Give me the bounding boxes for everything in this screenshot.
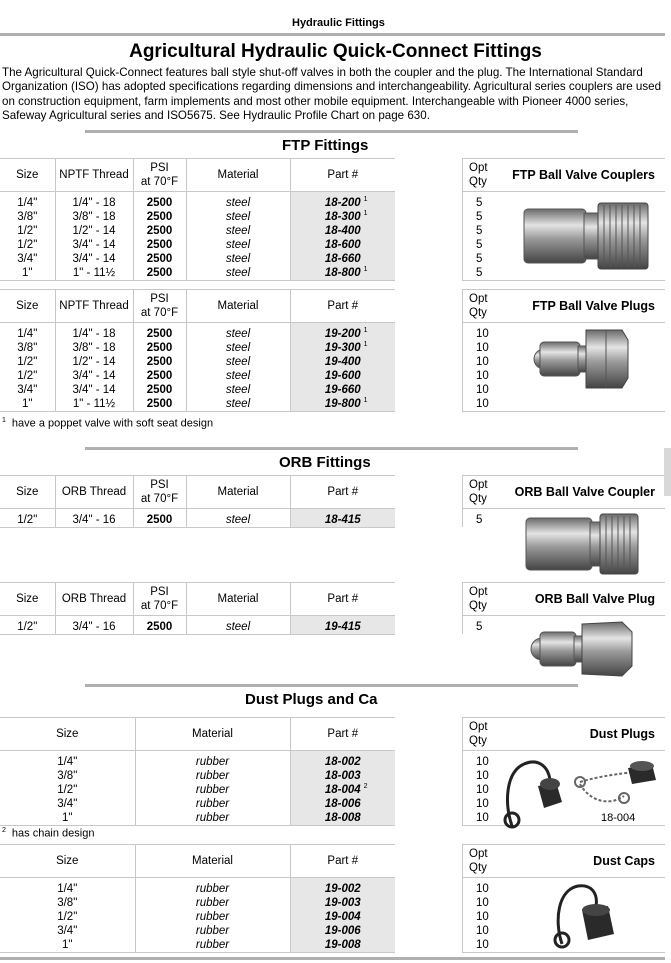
orb-section-title: ORB Fittings <box>279 454 371 471</box>
cell-psi: 2500 <box>133 616 186 635</box>
table-row <box>0 769 395 783</box>
cell-size: 1" <box>0 811 135 826</box>
table-row <box>0 616 395 635</box>
cell-thread: 3/4" - 14 <box>55 369 133 383</box>
col-opt-qty: Opt Qty <box>463 718 503 751</box>
cell-part: 18-400 <box>290 224 395 238</box>
col-thread: ORB Thread <box>55 476 133 509</box>
footnote-mark: 1 <box>363 196 368 203</box>
cell-part: 19-415 <box>290 616 395 635</box>
cell-part: 19-004 <box>290 910 395 924</box>
col-size: Size <box>0 159 55 192</box>
cell-size: 1" <box>0 397 55 412</box>
cell-size: 3/4" <box>0 797 135 811</box>
ftp-couplers-title: FTP Ball Valve Couplers <box>503 159 666 192</box>
cell-psi: 2500 <box>133 323 186 342</box>
col-size: Size <box>0 718 135 751</box>
col-size: Size <box>0 476 55 509</box>
col-part: Part # <box>290 845 395 878</box>
ftp-section-rule <box>85 130 578 133</box>
cell-part: 19-200 1 <box>290 323 395 342</box>
footnote-mark: 1 <box>363 210 368 217</box>
cell-material: rubber <box>135 896 290 910</box>
cell-size: 1" <box>0 938 135 953</box>
cell-psi: 2500 <box>133 355 186 369</box>
table-row <box>0 751 395 770</box>
cell-material: rubber <box>135 797 290 811</box>
cell-size: 1/2" <box>0 369 55 383</box>
cell-material: steel <box>186 355 290 369</box>
footnote-mark: 1 <box>363 327 368 334</box>
cell-thread: 1" - 11½ <box>55 397 133 412</box>
table-row <box>0 938 395 953</box>
cell-size: 3/4" <box>0 252 55 266</box>
cell-size: 1/2" <box>0 783 135 797</box>
cell-qty: 10 <box>463 938 503 953</box>
footnote-mark: 2 <box>363 783 368 790</box>
cell-thread: 1/4" - 18 <box>55 323 133 342</box>
qty-row <box>463 397 666 412</box>
table-row <box>0 323 395 342</box>
orb-section-rule <box>85 447 578 450</box>
col-part: Part # <box>290 718 395 751</box>
cell-material: rubber <box>135 938 290 953</box>
cell-material: rubber <box>135 811 290 826</box>
table-row <box>0 878 395 897</box>
footnote-mark: 1 <box>363 266 368 273</box>
dust-footnote: $^2$ has chain design <box>2 827 95 840</box>
col-part: Part # <box>290 476 395 509</box>
col-opt-qty: Opt Qty <box>463 476 503 509</box>
cell-size: 3/8" <box>0 769 135 783</box>
dust-caps-image <box>552 880 622 952</box>
cell-part: 18-600 <box>290 238 395 252</box>
cell-part: 19-800 1 <box>290 397 395 412</box>
cell-material: rubber <box>135 910 290 924</box>
col-part: Part # <box>290 290 395 323</box>
dust-section-title: Dust Plugs and Ca <box>245 691 378 708</box>
table-row <box>0 896 395 910</box>
col-opt-qty: Opt Qty <box>463 159 503 192</box>
orb-coupler-table <box>0 475 395 528</box>
cell-size: 3/4" <box>0 383 55 397</box>
cell-thread: 1" - 11½ <box>55 266 133 281</box>
cell-thread: 3/4" - 14 <box>55 238 133 252</box>
cell-part: 18-660 <box>290 252 395 266</box>
cell-size: 3/8" <box>0 896 135 910</box>
cell-qty: 5 <box>463 238 503 252</box>
cell-qty: 5 <box>463 224 503 238</box>
col-psi: PSI at 70°F <box>133 290 186 323</box>
cell-material: steel <box>186 383 290 397</box>
cell-part: 18-008 <box>290 811 395 826</box>
dust-plugs-image <box>500 752 665 834</box>
cell-qty: 5 <box>463 192 503 211</box>
cell-qty: 10 <box>463 751 503 770</box>
cell-material: steel <box>186 323 290 342</box>
cell-size: 3/4" <box>0 924 135 938</box>
cell-size: 1/4" <box>0 751 135 770</box>
cell-thread: 3/4" - 14 <box>55 252 133 266</box>
cell-qty: 10 <box>463 811 503 826</box>
cell-qty: 10 <box>463 383 503 397</box>
cell-psi: 2500 <box>133 210 186 224</box>
table-row <box>0 355 395 369</box>
cell-material: rubber <box>135 783 290 797</box>
cell-material: steel <box>186 210 290 224</box>
orb-coupler-image <box>524 512 640 576</box>
image-cell <box>503 397 666 412</box>
cell-psi: 2500 <box>133 266 186 281</box>
page-tab-marker <box>664 448 671 496</box>
cell-part: 18-200 1 <box>290 192 395 211</box>
table-row <box>0 783 395 797</box>
cell-qty: 10 <box>463 910 503 924</box>
footnote-mark: 1 <box>363 341 368 348</box>
col-psi: PSI at 70°F <box>133 159 186 192</box>
col-part: Part # <box>290 583 395 616</box>
cell-thread: 3/8" - 18 <box>55 341 133 355</box>
cell-size: 1/4" <box>0 323 55 342</box>
table-row <box>0 252 395 266</box>
col-thread: ORB Thread <box>55 583 133 616</box>
table-row <box>0 797 395 811</box>
col-part: Part # <box>290 159 395 192</box>
col-size: Size <box>0 290 55 323</box>
cell-psi: 2500 <box>133 397 186 412</box>
cell-size: 1/4" <box>0 878 135 897</box>
cell-material: steel <box>186 238 290 252</box>
cell-part: 19-006 <box>290 924 395 938</box>
col-thread: NPTF Thread <box>55 290 133 323</box>
cell-material: rubber <box>135 924 290 938</box>
dust-plug-image-label: 18-004 <box>601 812 636 824</box>
cell-qty: 5 <box>463 210 503 224</box>
cell-psi: 2500 <box>133 238 186 252</box>
col-psi: PSI at 70°F <box>133 476 186 509</box>
cell-size: 1/2" <box>0 910 135 924</box>
cell-qty: 10 <box>463 341 503 355</box>
cell-thread: 3/4" - 16 <box>55 509 133 528</box>
cell-psi: 2500 <box>133 192 186 211</box>
cell-material: steel <box>186 369 290 383</box>
table-row <box>0 266 395 281</box>
ftp-plugs-title: FTP Ball Valve Plugs <box>503 290 666 323</box>
cell-part: 18-800 1 <box>290 266 395 281</box>
intro-paragraph: The Agricultural Quick-Connect features ball style shut-off valves in both the coupler and the plug. The International Standard Organization (ISO) has adopted specifications regarding dimensions and interchangeability. Agricultural series couplers are used on construction equipment, farm implements and most other mobile equipment. Interchangeable with Pioneer 4000 series, Safeway Agricultural series and ISO5675. See Hydraulic Profile Chart on page 630. <box>2 66 662 122</box>
cell-psi: 2500 <box>133 341 186 355</box>
cell-qty: 10 <box>463 355 503 369</box>
table-row <box>0 397 395 412</box>
cell-psi: 2500 <box>133 224 186 238</box>
cell-qty: 5 <box>463 509 503 528</box>
dust-caps-table <box>0 844 395 953</box>
cell-thread: 3/8" - 18 <box>55 210 133 224</box>
header-rule <box>0 33 665 36</box>
cell-material: rubber <box>135 878 290 897</box>
col-opt-qty: Opt Qty <box>463 583 503 616</box>
col-opt-qty: Opt Qty <box>463 845 503 878</box>
orb-plug-image <box>528 618 636 680</box>
footnote-mark: 1 <box>363 397 368 404</box>
table-row <box>0 509 395 528</box>
cell-thread: 1/2" - 14 <box>55 224 133 238</box>
ftp-coupler-image <box>522 199 650 273</box>
cell-part: 18-006 <box>290 797 395 811</box>
cell-psi: 2500 <box>133 509 186 528</box>
col-material: Material <box>186 583 290 616</box>
cell-part: 19-008 <box>290 938 395 953</box>
cell-size: 1/2" <box>0 509 55 528</box>
cell-qty: 10 <box>463 769 503 783</box>
dust-section-rule <box>85 684 578 687</box>
cell-material: steel <box>186 341 290 355</box>
ftp-plug-image <box>522 320 632 398</box>
cell-part: 19-300 1 <box>290 341 395 355</box>
cell-qty: 10 <box>463 783 503 797</box>
cell-material: steel <box>186 192 290 211</box>
table-row <box>0 924 395 938</box>
cell-size: 1/2" <box>0 616 55 635</box>
cell-qty: 10 <box>463 924 503 938</box>
orb-coupler-title: ORB Ball Valve Coupler <box>503 476 666 509</box>
cell-part: 19-400 <box>290 355 395 369</box>
ftp-footnote: $^1$ have a poppet valve with soft seat design <box>2 417 214 430</box>
col-thread: NPTF Thread <box>55 159 133 192</box>
cell-size: 3/8" <box>0 210 55 224</box>
cell-size: 1" <box>0 266 55 281</box>
ftp-couplers-table <box>0 158 395 281</box>
cell-part: 18-415 <box>290 509 395 528</box>
col-material: Material <box>186 159 290 192</box>
cell-qty: 5 <box>463 252 503 266</box>
table-row <box>0 341 395 355</box>
table-row <box>0 383 395 397</box>
cell-qty: 10 <box>463 878 503 897</box>
cell-part: 19-660 <box>290 383 395 397</box>
cell-psi: 2500 <box>133 369 186 383</box>
ftp-plugs-table <box>0 289 395 412</box>
cell-material: steel <box>186 252 290 266</box>
cell-size: 1/2" <box>0 355 55 369</box>
col-psi: PSI at 70°F <box>133 583 186 616</box>
cell-thread: 1/2" - 14 <box>55 355 133 369</box>
cell-qty: 10 <box>463 369 503 383</box>
col-material: Material <box>186 290 290 323</box>
cell-qty: 10 <box>463 896 503 910</box>
col-size: Size <box>0 583 55 616</box>
col-size: Size <box>0 845 135 878</box>
cell-qty: 10 <box>463 323 503 342</box>
cell-part: 19-002 <box>290 878 395 897</box>
cell-size: 3/8" <box>0 341 55 355</box>
table-row <box>0 210 395 224</box>
cell-thread: 1/4" - 18 <box>55 192 133 211</box>
cell-size: 1/2" <box>0 238 55 252</box>
col-material: Material <box>135 718 290 751</box>
cell-size: 1/2" <box>0 224 55 238</box>
section-header: Hydraulic Fittings <box>292 17 385 29</box>
col-opt-qty: Opt Qty <box>463 290 503 323</box>
cell-part: 18-002 <box>290 751 395 770</box>
table-row <box>0 238 395 252</box>
cell-qty: 5 <box>463 266 503 281</box>
dust-plugs-title: Dust Plugs <box>503 718 666 751</box>
cell-part: 18-004 2 <box>290 783 395 797</box>
page-title: Agricultural Hydraulic Quick-Connect Fittings <box>129 41 542 62</box>
ftp-section-title: FTP Fittings <box>282 137 369 154</box>
cell-qty: 10 <box>463 797 503 811</box>
table-row <box>0 910 395 924</box>
dust-caps-title: Dust Caps <box>503 845 666 878</box>
table-row <box>0 192 395 211</box>
cell-material: steel <box>186 616 290 635</box>
table-row <box>0 224 395 238</box>
orb-plug-title: ORB Ball Valve Plug <box>503 583 666 616</box>
table-row <box>0 811 395 826</box>
cell-psi: 2500 <box>133 383 186 397</box>
footer-rule <box>0 957 665 960</box>
cell-qty: 10 <box>463 397 503 412</box>
cell-part: 18-300 1 <box>290 210 395 224</box>
cell-thread: 3/4" - 14 <box>55 383 133 397</box>
cell-material: steel <box>186 224 290 238</box>
cell-qty: 5 <box>463 616 503 635</box>
dust-plugs-table <box>0 717 395 826</box>
cell-material: steel <box>186 509 290 528</box>
cell-thread: 3/4" - 16 <box>55 616 133 635</box>
cell-part: 18-003 <box>290 769 395 783</box>
cell-material: rubber <box>135 751 290 770</box>
table-row <box>0 369 395 383</box>
cell-size: 1/4" <box>0 192 55 211</box>
orb-plug-table <box>0 582 395 635</box>
col-material: Material <box>135 845 290 878</box>
col-material: Material <box>186 476 290 509</box>
cell-part: 19-003 <box>290 896 395 910</box>
cell-part: 19-600 <box>290 369 395 383</box>
cell-material: steel <box>186 266 290 281</box>
cell-material: steel <box>186 397 290 412</box>
cell-material: rubber <box>135 769 290 783</box>
cell-psi: 2500 <box>133 252 186 266</box>
